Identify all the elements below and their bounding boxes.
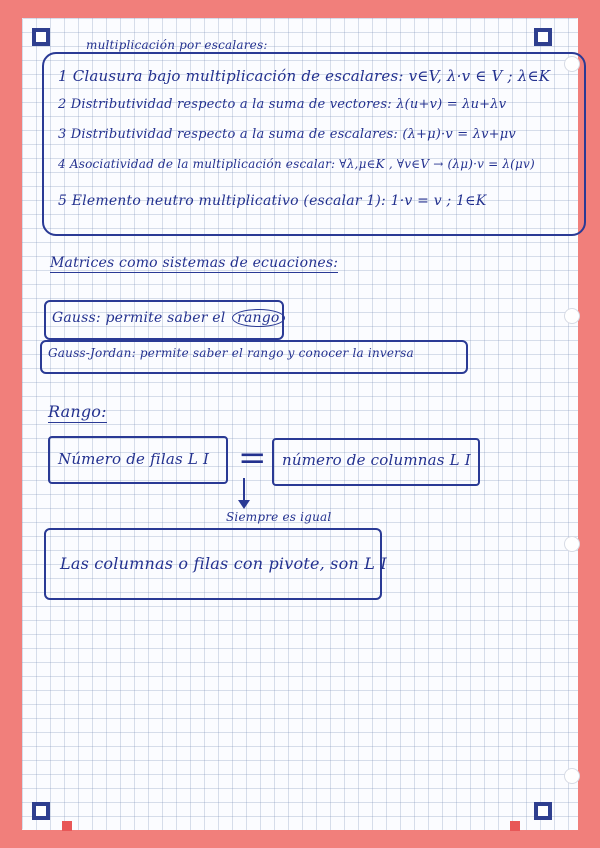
gauss-jordan-text: Gauss-Jordan: permite saber el rango y conocer la inversa (48, 346, 414, 360)
rule-3: 3 Distributividad respecto a la suma de escalares: (λ+μ)·v = λv+μv (58, 127, 516, 142)
top-red-edge (0, 0, 600, 18)
left-red-edge (0, 0, 22, 848)
corner-mark-top-left-icon (32, 28, 50, 46)
rule-2: 2 Distributividad respecto a la suma de vectores: λ(u+v) = λu+λv (58, 97, 507, 112)
rows-text: Número de filas L I (58, 450, 210, 468)
bottom-left-red-dot (62, 821, 72, 831)
page-title: multiplicación por escalares: (86, 38, 268, 52)
gauss-text (52, 309, 285, 327)
section-title: Matrices como sistemas de ecuaciones: (50, 255, 339, 271)
corner-mark-bottom-right-icon (534, 802, 552, 820)
bottom-right-red-dot (510, 821, 520, 831)
cols-text: número de columnas L I (282, 451, 471, 469)
punch-hole (564, 308, 580, 324)
rule-4: 4 Asociatividad de la multiplicación escalar: ∀λ,μ∈K , ∀v∈V → (λμ)·v = λ(μv) (58, 157, 535, 171)
punch-hole (564, 536, 580, 552)
rango-title: Rango: (48, 402, 107, 421)
gauss-circled-word: rango (232, 309, 284, 327)
corner-mark-bottom-left-icon (32, 802, 50, 820)
corner-mark-top-right-icon (534, 28, 552, 46)
equals-sign: = (238, 438, 267, 478)
gauss-prefix: Gauss: permite saber el (52, 310, 226, 326)
bottom-text: Las columnas o filas con pivote, son L I (60, 554, 387, 573)
rule-1: 1 Clausura bajo multiplicación de escalares: v∈V, λ·v ∈ V ; λ∈K (58, 67, 551, 85)
bottom-red-edge (0, 830, 600, 848)
arrow-head-icon (238, 500, 250, 509)
arrow-note: Siempre es igual (226, 510, 332, 524)
rule-5: 5 Elemento neutro multiplicativo (escalar 1): 1·v = v ; 1∈K (58, 193, 487, 209)
punch-hole (564, 768, 580, 784)
